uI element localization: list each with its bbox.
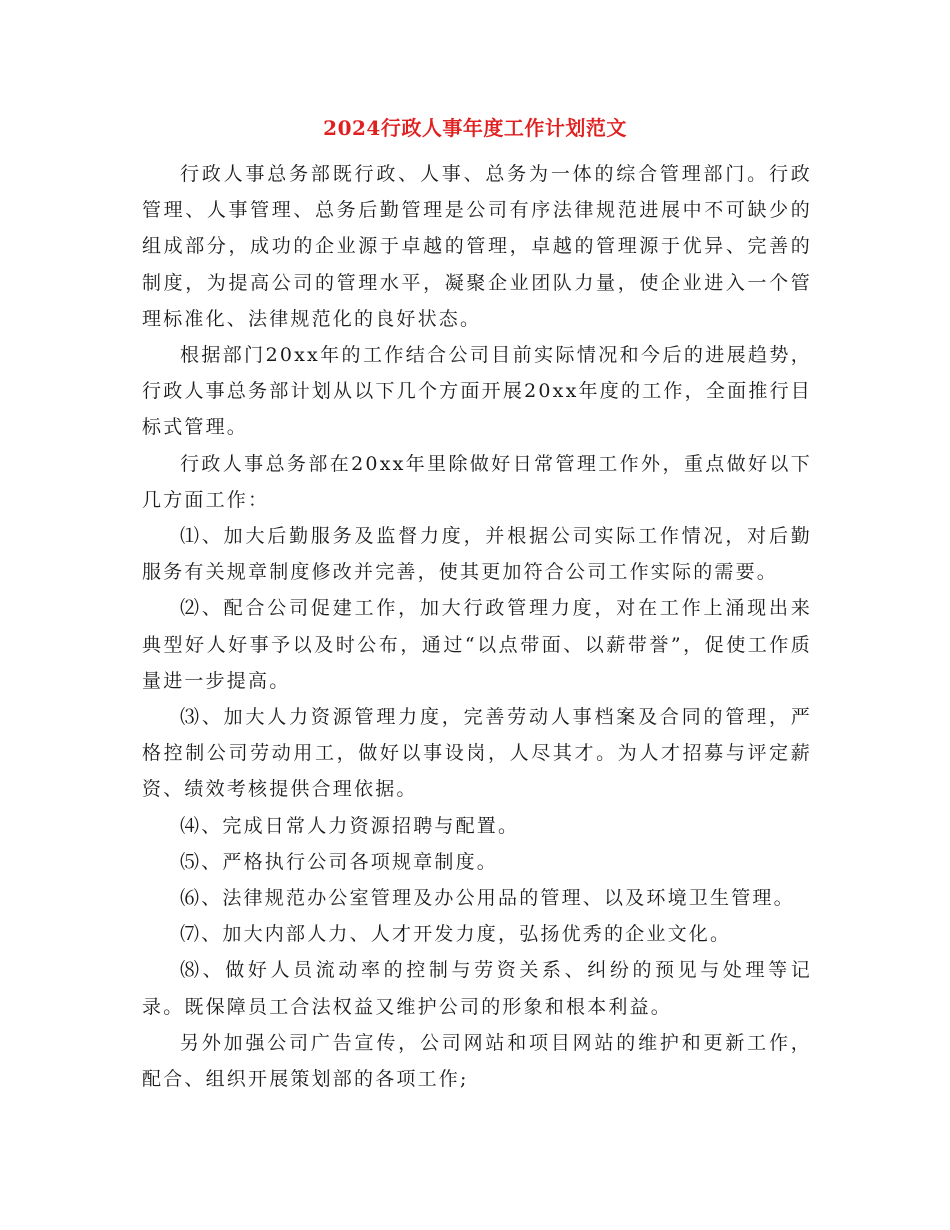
- list-item-8: ⑻、做好人员流动率的控制与劳资关系、纠纷的预见与处理等记录。既保障员工合法权益又维护公司的形象和根本利益。: [142, 959, 812, 1018]
- document-body: [142, 156, 812, 1097]
- document-title: 2024行政人事年度工作计划范文: [323, 116, 627, 140]
- paragraph-plan-basis: 根据部门20xx年的工作结合公司目前实际情况和今后的进展趋势，行政人事总务部计划从以下几个方面开展20xx年度的工作，全面推行目标式管理。: [142, 344, 812, 439]
- paragraph-additional: 另外加强公司广告宣传，公司网站和项目网站的维护和更新工作，配合、组织开展策划部的各项工作;: [142, 1031, 812, 1091]
- paragraph-intro: 行政人事总务部既行政、人事、总务为一体的综合管理部门。行政管理、人事管理、总务后勤管理是公司有序法律规范进展中不可缺少的组成部分，成功的企业源于卓越的管理，卓越的管理源于优异、完善的制度，为提高公司的管理水平，凝聚企业团队力量，使企业进入一个管理标准化、法律规范化的良好状态。: [142, 163, 812, 330]
- list-item-1: ⑴、加大后勤服务及监督力度，并根据公司实际工作情况，对后勤服务有关规章制度修改并完善，使其更加符合公司工作实际的需要。: [142, 525, 812, 584]
- list-item-4: ⑷、完成日常人力资源招聘与配置。: [180, 814, 520, 837]
- list-item-6: ⑹、法律规范办公室管理及办公用品的管理、以及环境卫生管理。: [180, 887, 795, 910]
- paragraph-focus-areas: 行政人事总务部在20xx年里除做好日常管理工作外，重点做好以下几方面工作：: [142, 452, 812, 511]
- list-item-3: ⑶、加大人力资源管理力度，完善劳动人事档案及合同的管理，严格控制公司劳动用工，做好以事设岗，人尽其才。为人才招募与评定薪资、绩效考核提供合理依据。: [142, 706, 812, 801]
- list-item-7: ⑺、加大内部人力、人才开发力度，弘扬优秀的企业文化。: [180, 923, 732, 946]
- list-item-2: ⑵、配合公司促建工作，加大行政管理力度，对在工作上涌现出来典型好人好事予以及时公布，通过“以点带面、以薪带誉”，促使工作质量进一步提高。: [142, 597, 812, 692]
- list-item-5: ⑸、严格执行公司各项规章制度。: [180, 850, 499, 873]
